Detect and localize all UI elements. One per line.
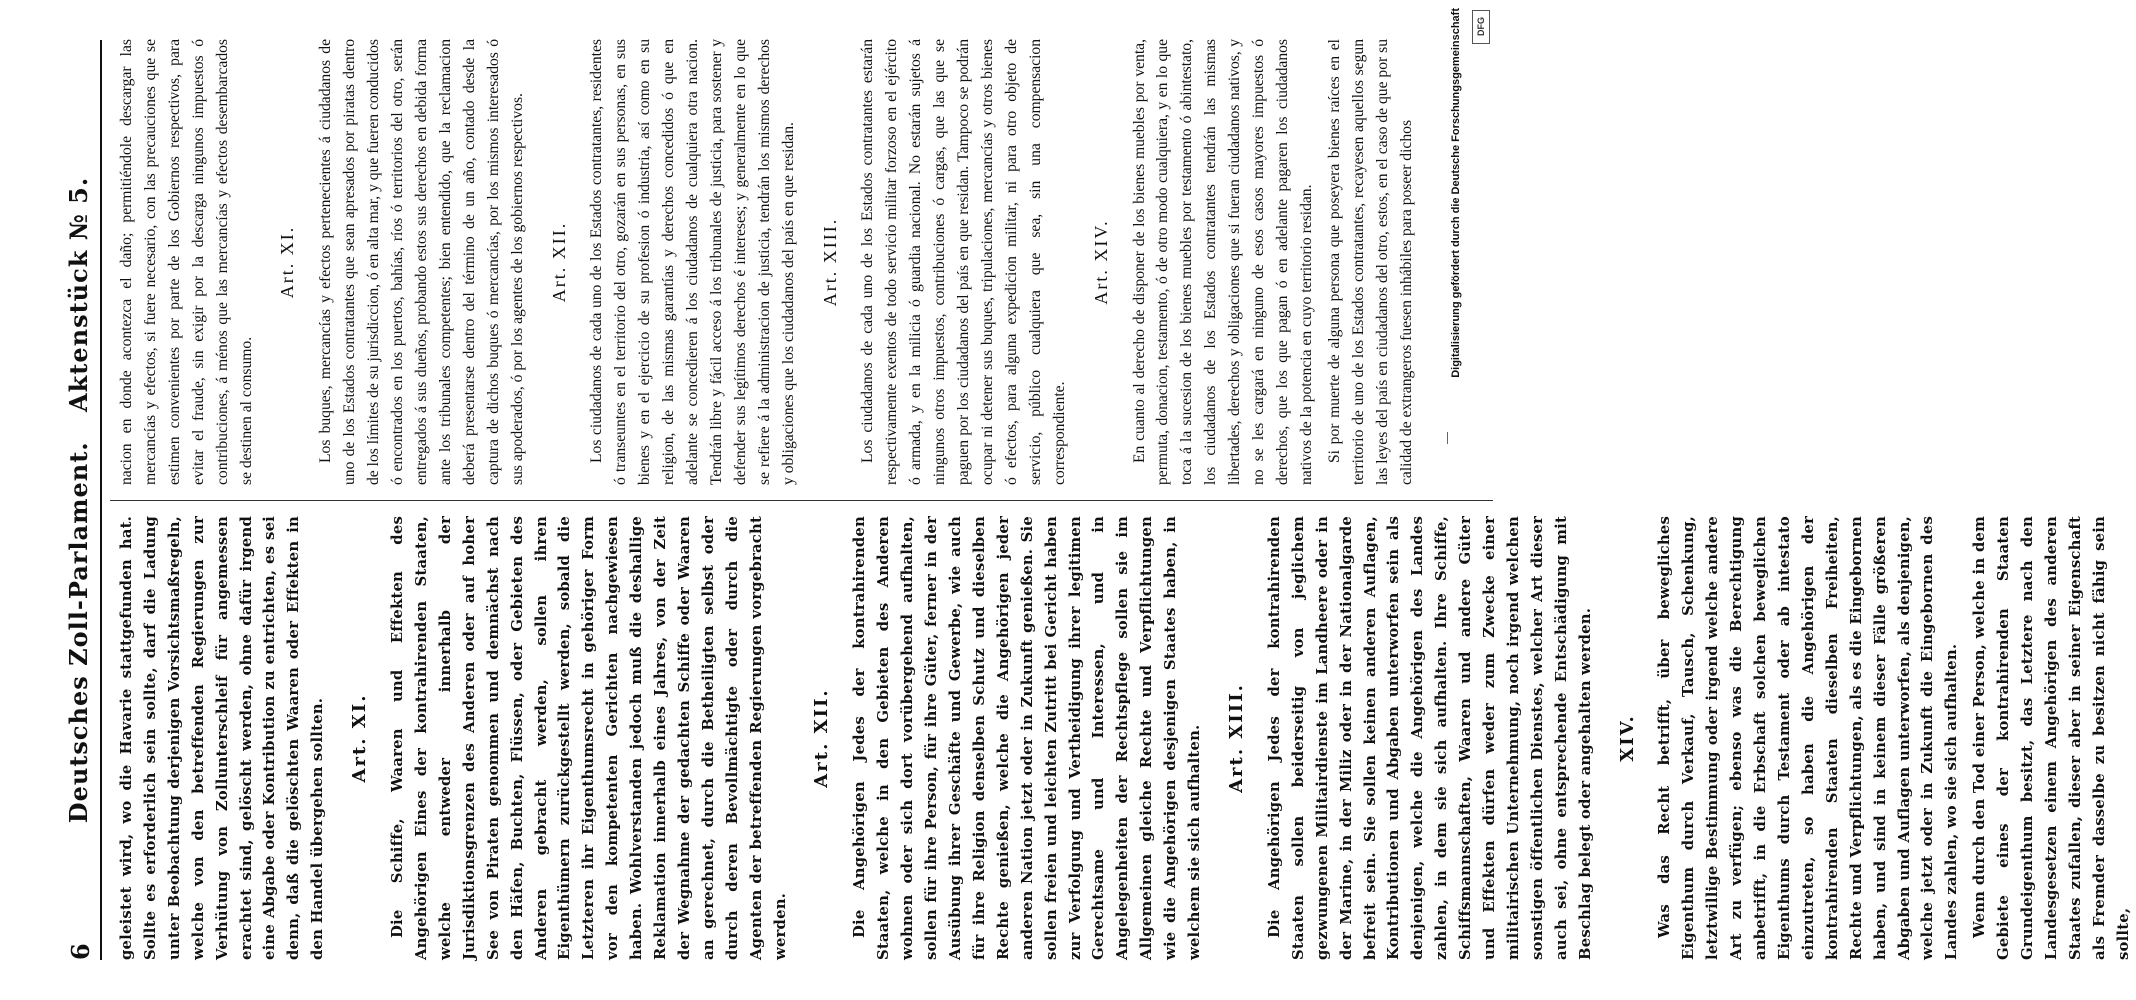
german-paragraph: Was das Recht betrifft, über bewegliches Eigenthum durch Verkauf, Tausch, Schenkung, letztwillige Bestimmung oder irgend welche andere Art zu verfügen; ebenso was die Berechtigung anbetrifft, in die Erbschaft solchen beweglichen Eigenthums durch Testament oder ab intestato einzutreten, so haben die Angehörigen der kontrahirenden Staaten dieselben Freiheiten, Rechte und Verpflichtungen, als es die Eingebornen haben, und sind in keinem dieser Fälle größeren Abgaben und Auflagen unterworfen, als denjenigen, welche jetzt oder in Zukunft die Eingebornen des Landes zahlen, wo sie sich aufhalten. — [1656, 516, 1961, 960]
german-article-heading: XIV. — [1616, 714, 1638, 762]
column-divider — [110, 500, 1493, 501]
spanish-paragraph: Los ciudadanos de cada uno de los Estados contratantes estarán respectivamente exentos de todo servicio militar forzoso en el ejército ó armada, y en la milicia ó guardia nacional. No estarán sujetos á ningunos otros impuestos, contribuciones ó cargas, que las que se paguen por los ciudadanos del país en que residan. Tampoco se podrán ocupar ni detener sus buques, tripulaciones, mercancías y otros bienes ó efectos, para alguna expedicion militar, ni para otro objeto de servicio, público cualquiera que sea, sin una compensacion correspondiente. — [859, 39, 1068, 485]
german-paragraph: geleistet wird, wo die Havarie stattgefunden hat. Sollte es erforderlich sein sollte, darf die Ladung unter Beobachtung derjenigen Vorsichtsmaßregeln, welche von den betreffenden Regierungen zur Verhütung von Zollunterschleif für angemessen erachtet sind, gelöscht werden, ohne dafür irgend eine Abgabe oder Kontribution zu entrichten, es sei denn, daß die gelöschten Waaren oder Effekten in den Handel übergehen sollten. — [118, 516, 327, 960]
spanish-paragraph: nacion en donde acontezca el daño; permitiéndole descargar las mercancías y efectos, si fuere necesario, con las precauciones que se estimen convenientes por parte de los Gobiernos respectivos, para evitar el fraude, sin exigir por la descarga ningunos impuestos ó contribuciones, á ménos que las mercancías y efectos desembarcados se destinen al consumo. — [118, 39, 255, 485]
spanish-column — [115, 39, 1475, 485]
scan-tick — [1447, 432, 1448, 444]
german-paragraph: Die Angehörigen Jedes der kontrahirenden Staaten sollen beiderseitig von jeglichem gezwungenen Militairdienste im Landheere oder in der Marine, in der Miliz oder in der Nationalgarde befreit sein. Sie sollen keinen anderen Auflagen, Kontributionen und Abgaben unterworfen sein als denjenigen, welche die Angehörigen des Landes zahlen, in dem sie sich aufhalten. Ihre Schiffe, Schiffsmannschaften, Waaren und andere Güter und Effekten dürfen weder zum Zwecke einer militairischen Unternehmung, noch irgend welchen sonstigen öffentlichen Dienstes, welcher Art dieser auch sei, ohne entsprechende Entschädigung mit Beschlag belegt oder angehalten werden. — [1265, 516, 1594, 960]
german-column — [115, 516, 2132, 960]
digitization-credit: Digitalisierung gefördert durch die Deutsche Forschungsgemeinschaft — [1450, 8, 1462, 378]
spanish-article-heading: Art. XIV. — [1090, 219, 1111, 305]
spanish-article-heading: Art. XI. — [277, 225, 298, 299]
page-number: 6 — [66, 943, 95, 960]
dfg-logo — [1472, 10, 1490, 44]
spanish-paragraph: Los buques, mercancías y efectos pertenecientes á ciudadanos de uno de los Estados contratantes que sean apresados por piratas dentro de los límites de su jurisdiccion, ó en alta mar, y que fueren conducidos ó encontrados en los puertos, bahías, ríos ó territorios del otro, serán entregados á sus dueños, probando estos sus derechos en debida forma ante los tribunales competentes; bien entendido, que la reclamacion deberá presentarse dentro del término de un año, contado desde la captura de dichos buques ó mercancías, por los mismos interesados ó sus apoderados, ó por los agentes de los gobiernos respectivos. — [317, 39, 526, 485]
spanish-paragraph: Si por muerte de alguna persona que poseyera bienes raíces en el territorio de uno de los Estados contratantes, recayesen aquellos segun las leyes del país en ciudadanos del otro, estos, en el caso de que por su calidad de extrangeros fuesen inhábiles para poseer dichos — [1325, 39, 1415, 485]
german-article-heading: Art. XII. — [811, 688, 833, 788]
spanish-paragraph: Los ciudadanos de cada uno de los Estados contratantes, residentes ó transeuntes en el territorio del otro, gozarán en sus personas, en sus bienes y en el ejercicio de su profesion ó industria, así como en su religion, de las mismas garantías y derechos concedidos ó que en adelante se concedieren á los ciudadanos de cualquiera otra nacion. Tendrán libre y fácil acceso á los tribunales de justicia, para sostener y defender sus legítimos derechos é intereses; y generalmente en lo que se refiere á la administracion de justicia, tendrán los mismos derechos y obligaciones que los ciudadanos del país en que residan. — [588, 39, 797, 485]
spanish-article-heading: Art. XII. — [548, 221, 569, 303]
spanish-article-heading: Art. XIII. — [819, 217, 840, 307]
running-title — [64, 40, 93, 960]
running-title-part2: Aktenstück № 5. — [64, 176, 93, 412]
german-paragraph: Die Schiffe, Waaren und Effekten des Angehörigen Eines der kontrahirenden Staaten, welche entweder innerhalb der Jurisdiktionsgrenzen des Anderen oder auf hoher See von Piraten genommen und demnächst nach den Häfen, Buchten, Flüssen, oder Gebieten des Anderen gebracht werden, sollen ihren Eigenthümern zurückgestellt werden, sobald die Letzteren ihr Eigenthumsrecht in gehöriger Form vor den kompetenten Gerichten nachgewiesen haben. Wohlverstanden jedoch muß die deshallige Reklamation innerhalb eines Jahres, von der Zeit der Wegnahme der gedachten Schiffe oder Waaren an gerechnet, durch die Betheiligten selbst oder durch deren Bevollmächtigte oder durch die Agenten der betreffenden Regierungen vorgebracht werden. — [389, 516, 789, 960]
running-title-part1: Deutsches Zoll-Parlament. — [64, 441, 93, 824]
german-paragraph: Wenn durch den Tod einer Person, welche in dem Gebiete eines der kontrahirenden Staaten Grundeigenthum besitzt, das Letztere nach den Landesgesetzen einem Angehörigen des anderen Staates zufallen, dieser aber in seiner Eigenschaft als Fremder dasselbe zu besitzen nicht fähig sein sollte, — [1971, 516, 2132, 960]
german-article-heading: Art. XIII. — [1225, 683, 1247, 793]
german-article-heading: Art. XI. — [349, 693, 371, 783]
german-paragraph: Die Angehörigen Jedes der kontrahirenden Staaten, welche in den Gebieten des Anderen wohnen oder sich dort vorübergehend aufhalten, sollen für ihre Person, für ihre Güter, ferner in der Ausübung ihrer Geschäfte und Gewerbe, wie auch für ihre Religion denselben Schutz und dieselben Rechte genießen, welche die Angehörigen jeder anderen Nation jetzt oder in Zukunft genießen. Sie sollen freien und leichten Zutritt bei Gericht haben zur Verfolgung und Vertheidigung ihrer legitimen Gerechtsame und Interessen, und in Angelegenheiten der Rechtspflege sollen sie im Allgemeinen gleiche Rechte und Verpflichtungen wie die Angehörigen desjenigen Staates haben, in welchem sie sich aufhalten. — [851, 516, 1204, 960]
spanish-paragraph: En cuanto al derecho de disponer de los bienes muebles por venta, permuta, donacion, testamento, ó de otro modo cualquiera, y en lo que toca á la sucesion de los bienes muebles por testamento ó abintestato, los ciudadanos de los Estados contratantes tendrán las mismas libertades, derechos y obligaciones que si fueran ciudadanos nativos, y no se les cargará en ninguno de esos casos mayores impuestos ó derechos, que los que pagan ó en adelante pagaren los ciudadanos nativos de la potencia en cuyo territorio residan. — [1130, 39, 1315, 485]
dfg-logo-text: DFG — [1476, 17, 1486, 37]
page-header — [60, 40, 102, 960]
